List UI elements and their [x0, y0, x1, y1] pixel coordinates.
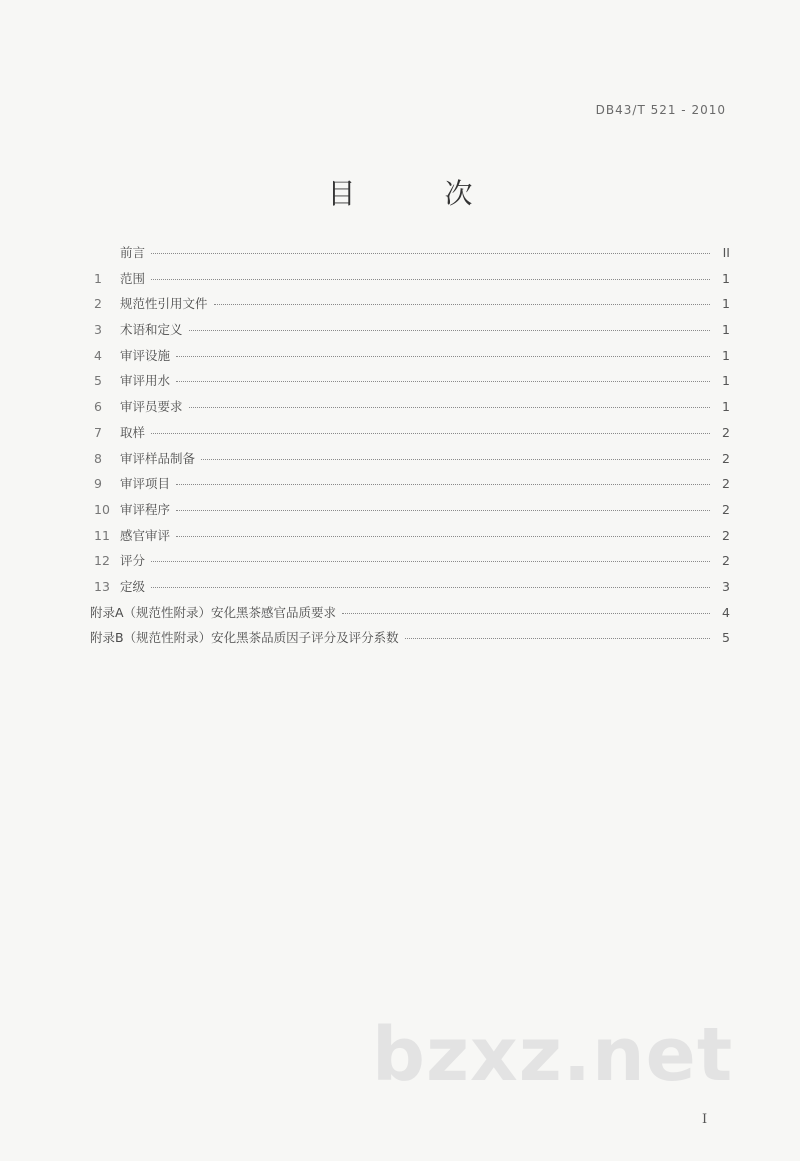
toc-entry[interactable] — [90, 371, 730, 397]
toc-entry-number: 5 — [94, 373, 102, 389]
toc-entry-page: 5 — [722, 630, 730, 646]
toc-entry[interactable] — [90, 500, 730, 526]
toc-entry-title: 前言 — [120, 245, 146, 260]
toc-entry-title: 定级 — [120, 578, 146, 594]
toc-dot-leader — [151, 561, 710, 562]
toc-entry-title: 审评样品制备 — [120, 450, 196, 466]
toc-entry-page: 1 — [722, 270, 730, 286]
standard-number: DB43/T 521 - 2010 — [595, 103, 726, 117]
toc-entry[interactable] — [90, 603, 730, 629]
toc-entry-number: 7 — [94, 424, 102, 440]
page-title: 目 次 — [327, 177, 513, 210]
toc-entry-number: 12 — [94, 553, 110, 569]
toc-entry-number: 13 — [94, 578, 110, 594]
toc-entry-title: 审评用水 — [120, 373, 171, 389]
toc-entry-title: 范围 — [120, 270, 146, 286]
toc-dot-leader — [176, 536, 710, 537]
toc-dot-leader — [176, 484, 710, 485]
toc-dot-leader — [176, 356, 710, 357]
toc-entry[interactable] — [90, 551, 730, 577]
toc-entry-page: 1 — [722, 322, 730, 338]
toc-entry-title: 术语和定义 — [120, 322, 183, 338]
toc-entry-page: 1 — [722, 296, 730, 312]
toc-entry-number: 1 — [94, 270, 102, 286]
toc-entry-page: 2 — [722, 450, 730, 466]
toc-dot-leader — [151, 433, 710, 434]
toc-dot-leader — [151, 279, 710, 280]
toc-entry-page: 1 — [722, 347, 730, 363]
toc-entry-page: 2 — [722, 476, 730, 492]
table-of-contents — [90, 243, 730, 654]
toc-entry[interactable] — [90, 346, 730, 372]
toc-dot-leader — [201, 459, 710, 460]
toc-entry-number: 4 — [94, 347, 102, 363]
watermark: bzxz.net — [372, 1012, 734, 1098]
toc-entry[interactable] — [90, 628, 730, 654]
toc-entry-title: 附录B（规范性附录）安化黑茶品质因子评分及评分系数 — [90, 630, 399, 646]
toc-entry[interactable] — [90, 474, 730, 500]
toc-dot-leader — [342, 613, 710, 614]
toc-entry-page: 3 — [722, 578, 730, 594]
toc-dot-leader — [214, 304, 710, 305]
toc-entry-page: 2 — [722, 501, 730, 517]
toc-entry-number: 6 — [94, 399, 102, 415]
toc-entry-title: 评分 — [120, 553, 146, 569]
toc-entry-number: 9 — [94, 476, 102, 492]
toc-entry-page: 2 — [722, 424, 730, 440]
toc-entry-number: 3 — [94, 322, 102, 338]
toc-entry-page: 1 — [722, 399, 730, 415]
toc-entry-page: 2 — [722, 553, 730, 569]
toc-entry-title: 审评项目 — [120, 476, 171, 492]
toc-entry-title: 规范性引用文件 — [120, 296, 208, 312]
toc-entry-number: 11 — [94, 527, 110, 543]
toc-dot-leader — [151, 587, 710, 588]
toc-entry-title: 审评设施 — [120, 347, 171, 363]
toc-entry[interactable] — [90, 449, 730, 475]
toc-entry[interactable] — [90, 423, 730, 449]
toc-entry-page: 1 — [722, 373, 730, 389]
toc-entry-title: 取样 — [120, 424, 146, 440]
toc-entry-number: 8 — [94, 450, 102, 466]
toc-dot-leader — [405, 638, 710, 639]
toc-entry[interactable] — [90, 243, 730, 269]
toc-dot-leader — [189, 407, 710, 408]
toc-entry-number: 2 — [94, 296, 102, 312]
toc-entry[interactable] — [90, 397, 730, 423]
toc-entry-title: 感官审评 — [120, 527, 171, 543]
toc-entry[interactable] — [90, 294, 730, 320]
toc-entry-page: 4 — [722, 604, 730, 620]
toc-entry-title: 附录A（规范性附录）安化黑茶感官品质要求 — [90, 604, 337, 620]
toc-entry[interactable] — [90, 269, 730, 295]
toc-entry[interactable] — [90, 526, 730, 552]
toc-dot-leader — [176, 510, 710, 511]
toc-entry-page: II — [722, 245, 730, 260]
toc-dot-leader — [176, 381, 710, 382]
toc-entry-title: 审评员要求 — [120, 399, 183, 415]
toc-entry-number: 10 — [94, 501, 110, 517]
toc-dot-leader — [151, 253, 710, 254]
toc-entry-page: 2 — [722, 527, 730, 543]
page-number: I — [702, 1112, 708, 1127]
toc-dot-leader — [189, 330, 710, 331]
toc-entry[interactable] — [90, 577, 730, 603]
toc-entry[interactable] — [90, 320, 730, 346]
toc-entry-title: 审评程序 — [120, 501, 171, 517]
